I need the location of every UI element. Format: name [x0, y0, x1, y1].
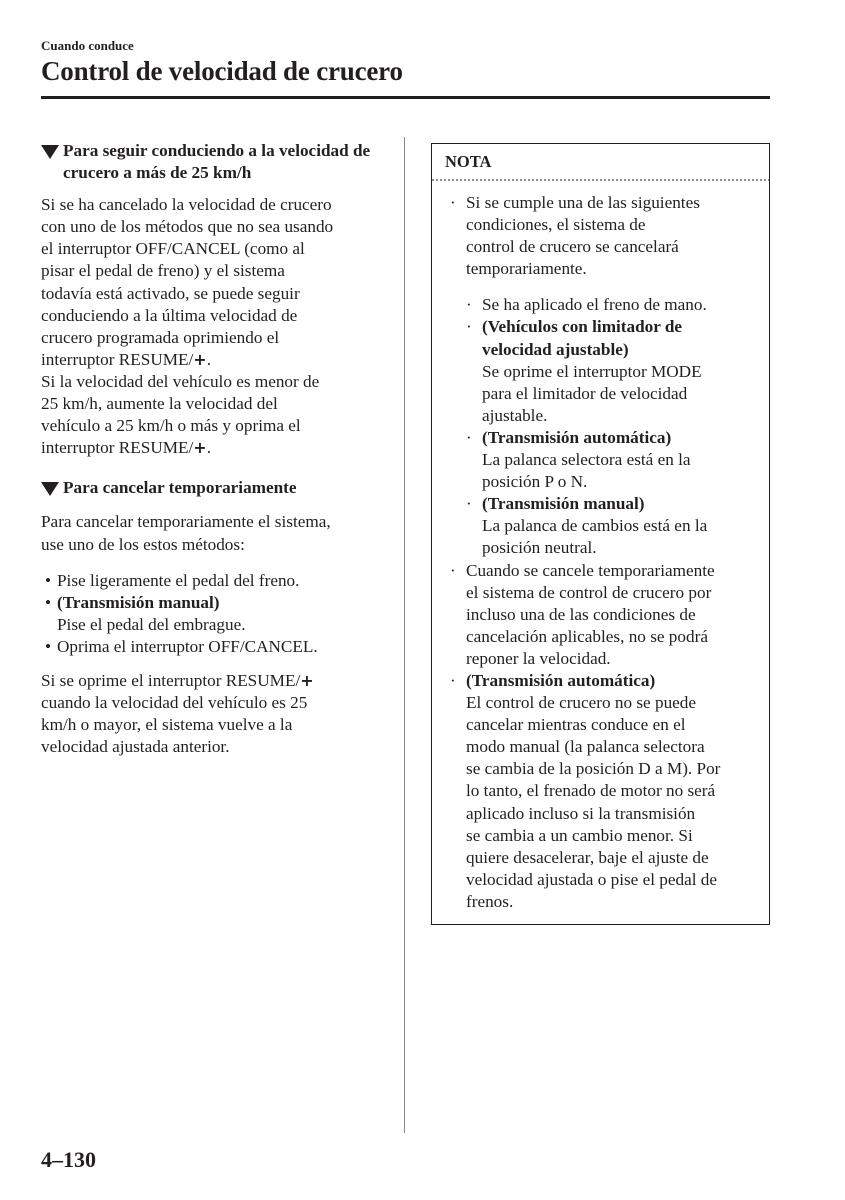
- title-rule: [41, 96, 770, 99]
- note-item: [440, 670, 765, 913]
- text-line: reponer la velocidad.: [466, 648, 611, 668]
- text-line: Si se cumple una de las siguientes: [466, 193, 700, 212]
- triangle-marker-icon: [41, 145, 59, 159]
- paragraph-cancel-methods: [41, 511, 381, 555]
- text-line: temporariamente.: [466, 259, 587, 279]
- list-item: [41, 570, 381, 592]
- bullet-icon: ·: [466, 317, 472, 337]
- text-line: pisar el pedal de freno) y el sistema: [41, 261, 285, 281]
- bullet-icon: •: [45, 570, 52, 590]
- bullet-icon: •: [45, 592, 52, 612]
- note-subitem: [440, 493, 765, 559]
- text-line: Cuando se cancele temporariamente: [466, 560, 715, 580]
- note-body: [440, 192, 765, 913]
- text-line: modo manual (la palanca selectora: [466, 737, 705, 757]
- bullet-icon: ·: [466, 427, 472, 447]
- note-item: [440, 192, 765, 280]
- bullet-icon: ·: [450, 193, 456, 212]
- text-line: todavía está activado, se puede seguir: [41, 283, 300, 303]
- text-line: quiere desacelerar, baje el ajuste de: [466, 847, 709, 867]
- left-column: [41, 140, 381, 758]
- text-line: frenos.: [466, 891, 514, 911]
- list-item: [41, 636, 381, 658]
- triangle-marker-icon: [41, 482, 59, 496]
- text-line: La palanca selectora está en la: [482, 450, 691, 470]
- text-line: (Transmisión automática): [482, 427, 672, 447]
- text-fragment: Si se oprime el interruptor RESUME/: [41, 670, 301, 690]
- text-line: conduciendo a la última velocidad de: [41, 305, 298, 325]
- text-line: vehículo a 25 km/h o más y oprima el: [41, 416, 301, 436]
- text-line: ajustable.: [482, 405, 548, 425]
- text-line: el interruptor OFF/CANCEL (como al: [41, 239, 305, 259]
- text-line: crucero programada oprimiendo el: [41, 327, 280, 347]
- text-line: se cambia de la posición D a M). Por: [466, 759, 721, 779]
- text-line: cuando la velocidad del vehículo es 25: [41, 693, 308, 713]
- plus-icon: +: [300, 670, 314, 690]
- text-fragment: interruptor RESUME/: [41, 438, 194, 458]
- text-line: Si se ha cancelado la velocidad de crucero: [41, 195, 332, 215]
- note-subitem: [440, 427, 765, 493]
- text-line: posición neutral.: [482, 538, 597, 558]
- page-title: Control de velocidad de crucero: [41, 56, 403, 86]
- list-item: [41, 592, 381, 636]
- text-line: velocidad ajustada o pise el pedal de: [466, 869, 718, 889]
- text-line: con uno de los métodos que no sea usando: [41, 217, 334, 237]
- text-line: interruptor RESUME/+.: [41, 438, 211, 458]
- text-line: [41, 670, 381, 692]
- text-line: velocidad ajustable): [482, 339, 629, 359]
- paragraph-low-speed: [41, 371, 381, 459]
- list-item-title: (Transmisión manual): [57, 592, 220, 612]
- list-item-text: Pise el pedal del embrague.: [57, 614, 246, 634]
- bullet-icon: ·: [466, 295, 472, 315]
- text-line: use uno de los estos métodos:: [41, 534, 245, 554]
- heading-resume-speed: [41, 140, 381, 184]
- bullet-icon: ·: [450, 560, 456, 580]
- note-subitem: [440, 316, 765, 426]
- plus-icon: +: [193, 438, 207, 458]
- text-line: km/h o mayor, el sistema vuelve a la: [41, 715, 293, 735]
- paragraph-resume-instructions: [41, 194, 381, 371]
- heading-resume-speed-text: Para seguir conduciendo a la velocidad de crucero a más de 25 km/h: [63, 141, 371, 183]
- text-line: se cambia a un cambio menor. Si: [466, 825, 693, 845]
- page-number: 4–130: [41, 1147, 96, 1172]
- text-line: cancelación aplicables, no se podrá: [466, 626, 708, 646]
- cancel-methods-list: [41, 570, 381, 658]
- text-line: lo tanto, el frenado de motor no será: [466, 781, 716, 801]
- text-line: El control de crucero no se puede: [466, 693, 697, 713]
- heading-cancel-temporarily: [41, 477, 381, 499]
- text-line: Si la velocidad del vehículo es menor de: [41, 371, 320, 391]
- text-line: posición P o N.: [482, 472, 588, 492]
- text-line: aplicado incluso si la transmisión: [466, 803, 696, 823]
- text-line: La palanca de cambios está en la: [482, 516, 708, 536]
- bullet-icon: ·: [466, 494, 472, 514]
- text-line: velocidad ajustada anterior.: [41, 737, 230, 757]
- plus-icon: +: [193, 349, 207, 369]
- text-line: Se ha aplicado el freno de mano.: [482, 295, 707, 315]
- text-line: (Transmisión automática): [466, 670, 656, 690]
- text-fragment: interruptor RESUME/: [41, 349, 194, 369]
- text-line: interruptor RESUME/+.: [41, 349, 211, 369]
- note-item: [440, 560, 765, 670]
- note-title: NOTA: [445, 152, 492, 171]
- text-line: el sistema de control de crucero por: [466, 582, 712, 602]
- text-line: Para cancelar temporariamente el sistema,: [41, 512, 331, 532]
- list-item-text: Pise ligeramente el pedal del freno.: [57, 570, 300, 590]
- column-divider: [404, 137, 405, 1133]
- heading-cancel-temporarily-text: Para cancelar temporariamente: [63, 478, 297, 498]
- bullet-icon: •: [45, 636, 52, 656]
- text-line: (Transmisión manual): [482, 494, 645, 514]
- text-line: para el limitador de velocidad: [482, 383, 688, 403]
- text-line: Se oprime el interruptor MODE: [482, 361, 702, 381]
- text-line: incluso una de las condiciones de: [466, 604, 696, 624]
- bullet-icon: ·: [450, 670, 456, 690]
- section-label: Cuando conduce: [41, 38, 134, 53]
- text-line: 25 km/h, aumente la velocidad del: [41, 394, 278, 414]
- text-line: (Vehículos con limitador de: [482, 317, 683, 337]
- list-item-text: Oprima el interruptor OFF/CANCEL.: [57, 636, 318, 656]
- paragraph-resume-result: [41, 670, 381, 758]
- note-subitem: [440, 294, 765, 316]
- text-line: condiciones, el sistema de: [466, 215, 646, 235]
- text-line: control de crucero se cancelará: [466, 237, 679, 257]
- text-line: cancelar mientras conduce en el: [466, 715, 686, 735]
- note-divider: [432, 179, 769, 181]
